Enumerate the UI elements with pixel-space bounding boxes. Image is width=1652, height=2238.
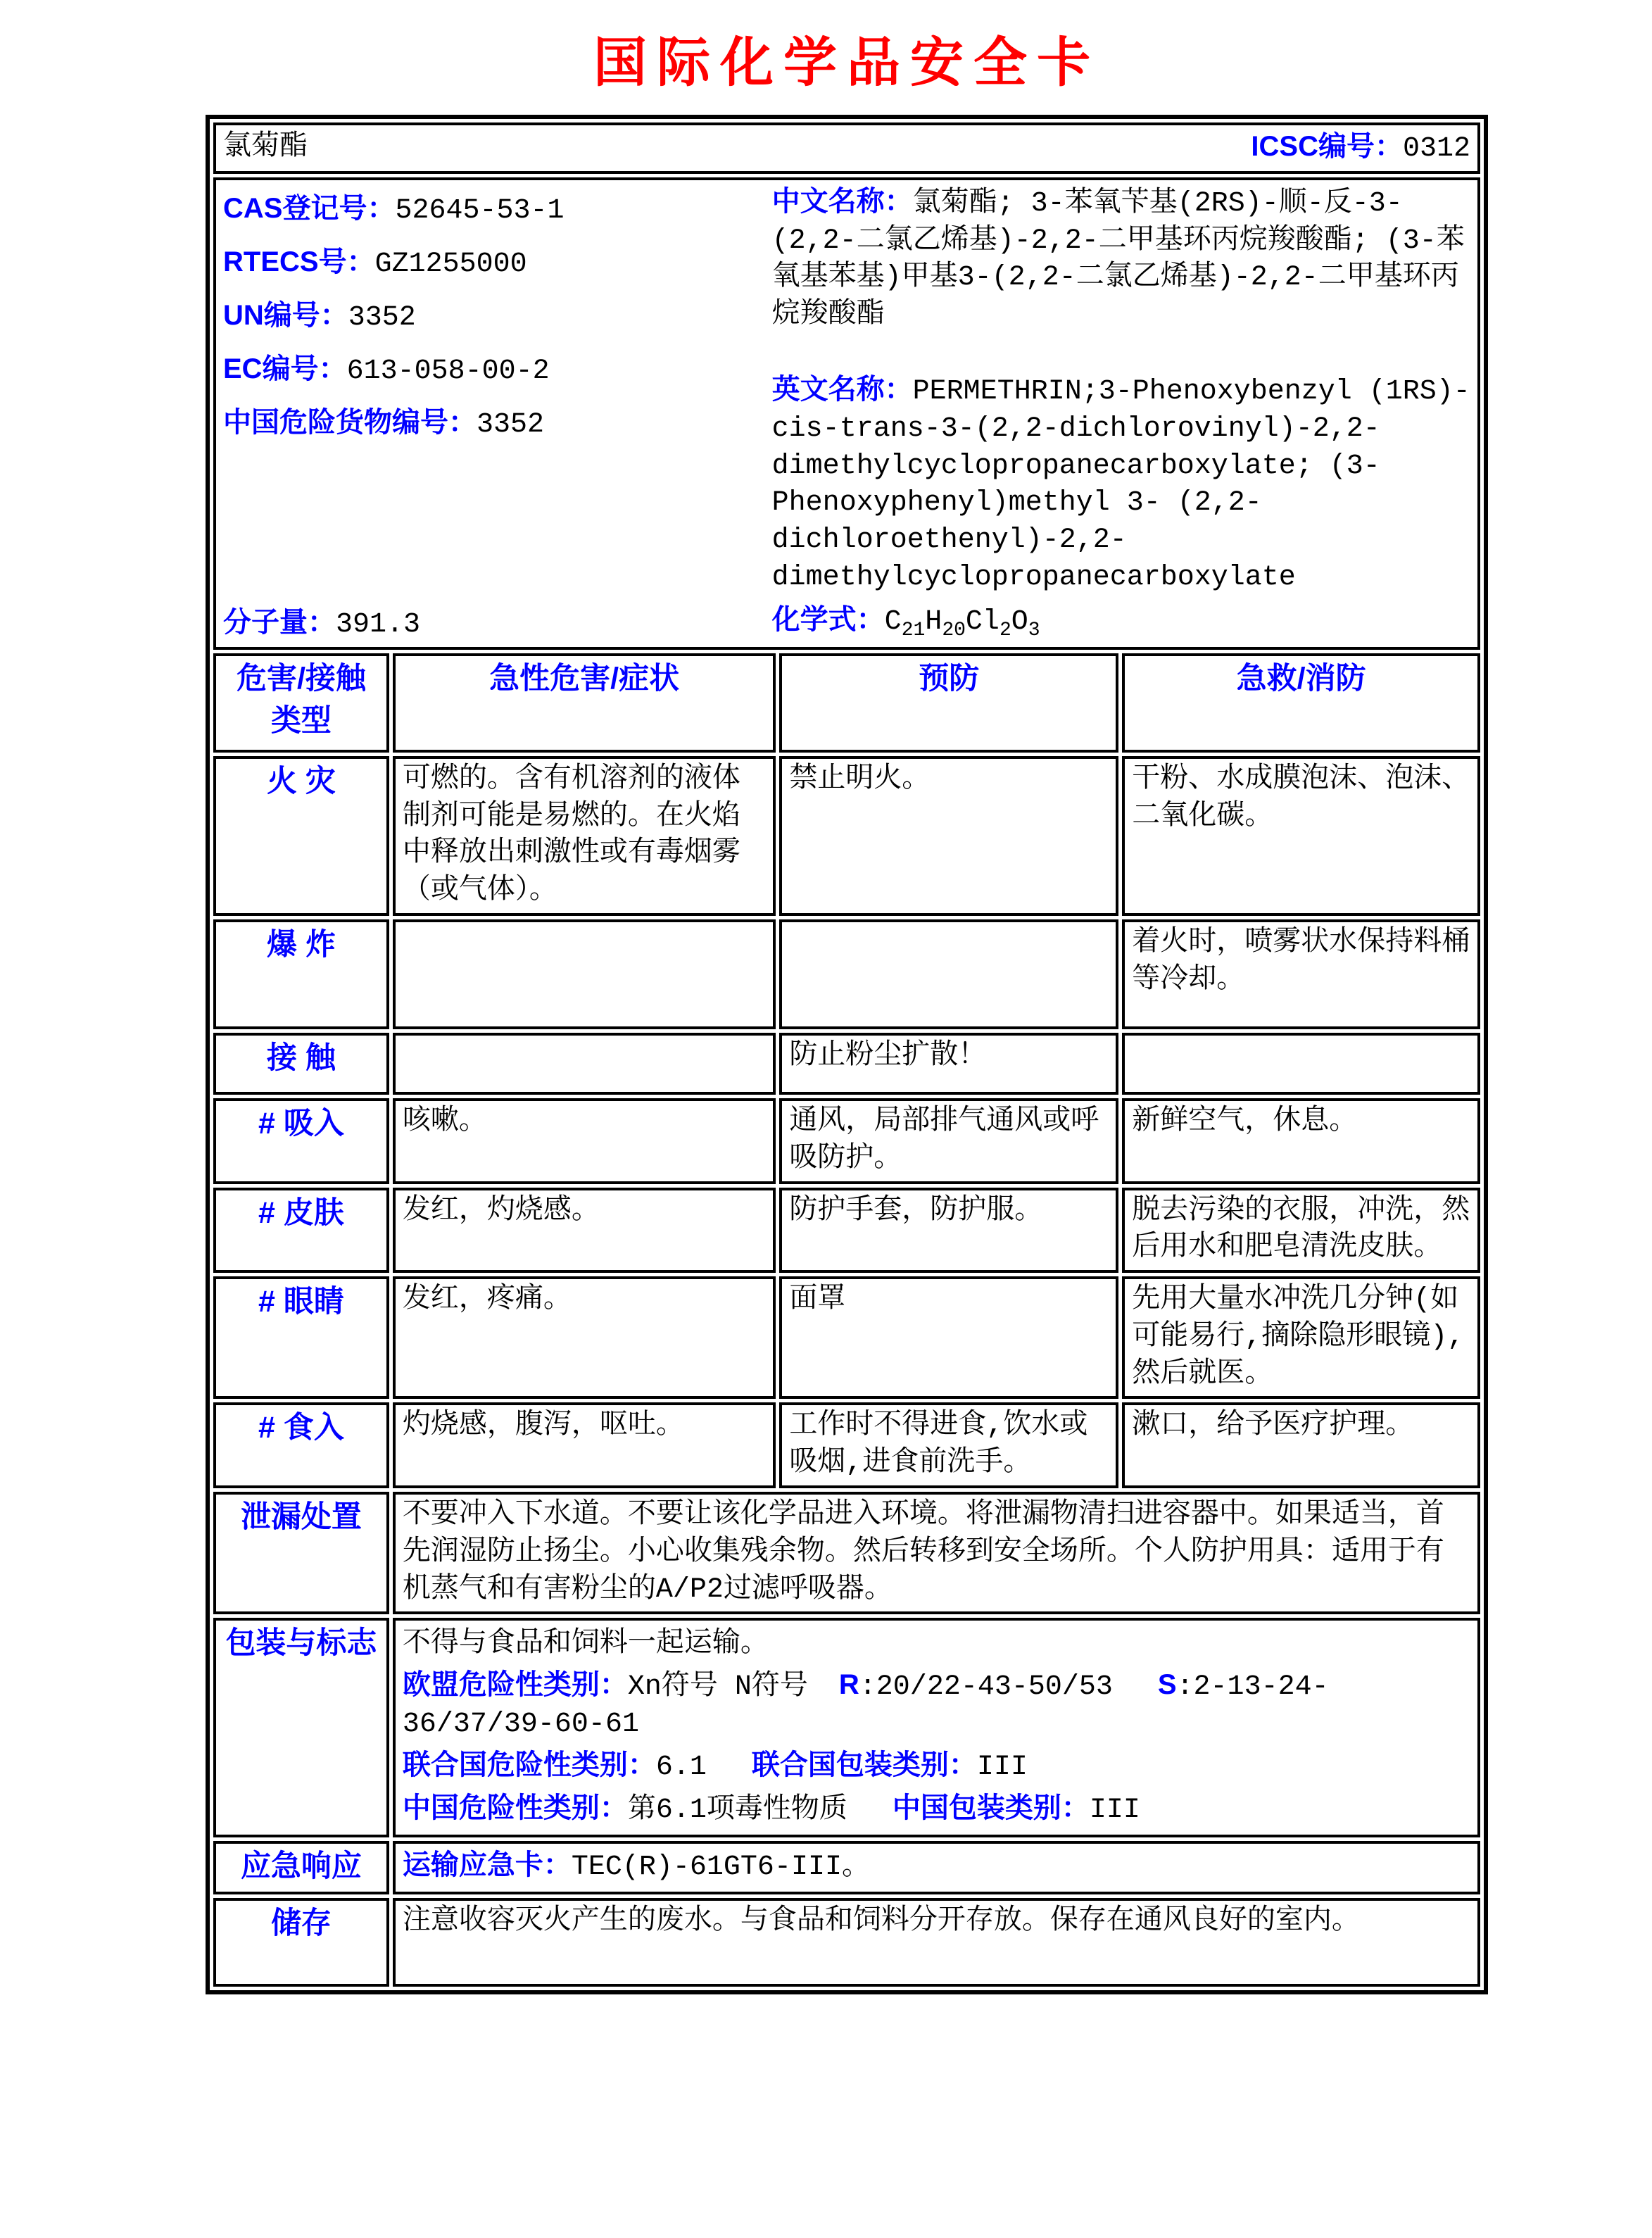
- packaging-row: [213, 1618, 1480, 1837]
- header-prevention-label: 预防: [919, 661, 980, 696]
- skin-label-cell: [213, 1188, 389, 1274]
- eyes-prevention-cell: 面罩: [779, 1276, 1118, 1399]
- storage-label-cell: [213, 1898, 389, 1987]
- transport-emergency-card-value: TEC(R)-61GT6-III。: [571, 1852, 870, 1884]
- formula-element: Cl: [965, 605, 1000, 638]
- un-number-line: [223, 290, 772, 344]
- cn-packing-group-label: 中国包装类别：: [892, 1792, 1090, 1823]
- explosion-symptoms-cell: [393, 919, 776, 1029]
- fire-symptoms-cell: 可燃的。含有机溶剂的液体制剂可能是易燃的。在火焰中释放出刺激性或有毒烟雾（或气体）。: [393, 756, 776, 916]
- formula-subscript: 3: [1028, 619, 1040, 641]
- ec-number-label: EC编号：: [223, 353, 347, 384]
- un-hazard-class-label: 联合国危险性类别：: [402, 1749, 656, 1780]
- emergency-content-cell: [393, 1841, 1480, 1894]
- contact-label-cell: [213, 1033, 389, 1095]
- ingestion-label-cell: [213, 1402, 389, 1488]
- formula-subscript: 21: [901, 619, 926, 641]
- cn-hazard-class-label: 中国危险性类别：: [402, 1792, 628, 1823]
- un-number-value: 3352: [348, 301, 416, 334]
- spill-disposal-row: [213, 1492, 1480, 1614]
- name-block: [772, 183, 1470, 644]
- identifiers-row: [213, 177, 1480, 650]
- storage-text-cell: 注意收容灭火产生的废水。与食品和饲料分开存放。保存在通风良好的室内。: [393, 1898, 1480, 1987]
- r-phrases-value: :20/22-43-50/53: [859, 1671, 1113, 1704]
- substance-header-row: [213, 122, 1480, 174]
- s-phrases-value: :2-13-24-36/37/39-60-61: [402, 1671, 1329, 1741]
- skin-firstaid-cell: 脱去污染的衣服，冲洗，然后用水和肥皂清洗皮肤。: [1122, 1188, 1480, 1274]
- contact-label: 接 触: [266, 1041, 336, 1075]
- header-acute-symptoms-label: 急性危害/症状: [489, 661, 680, 696]
- icsc-number-label: ICSC编号：: [1251, 131, 1403, 162]
- hazard-row-skin: [213, 1188, 1480, 1274]
- hazard-row-eyes: [213, 1276, 1480, 1399]
- un-packing-group-label: 联合国包装类别：: [751, 1749, 977, 1780]
- explosion-label-cell: [213, 919, 389, 1029]
- fire-label: 火 灾: [266, 764, 336, 798]
- formula-element: O: [1011, 605, 1028, 638]
- fire-firstaid-cell: 干粉、水成膜泡沫、泡沫、二氧化碳。: [1122, 756, 1480, 916]
- header-first-aid: [1122, 653, 1480, 753]
- explosion-label: 爆 炸: [266, 927, 336, 962]
- inhalation-label-cell: [213, 1098, 389, 1184]
- cas-number-line: [223, 183, 772, 237]
- inhalation-symptoms-cell: 咳嗽。: [393, 1098, 776, 1184]
- page-title: 国际化学品安全卡: [593, 33, 1100, 93]
- packaging-un-line: [403, 1747, 1470, 1787]
- rtecs-number-line: [223, 237, 772, 290]
- safety-card-sheet: [206, 20, 1488, 1994]
- formula-element: H: [925, 605, 942, 638]
- formula-label: 化学式：: [771, 603, 885, 635]
- explosion-prevention-cell: [779, 919, 1118, 1029]
- skin-symptoms-cell: 发红，灼烧感。: [393, 1188, 776, 1274]
- formula-line: [772, 601, 1470, 644]
- r-phrases-label: R: [838, 1669, 859, 1701]
- hazard-row-fire: [213, 756, 1480, 916]
- packaging-cn-line: [403, 1790, 1470, 1830]
- eyes-symptoms-cell: 发红，疼痛。: [393, 1276, 776, 1399]
- chinese-name-value: 氯菊酯; 3-苯氧苄基(2RS)-顺-反-3-(2,2-二氯乙烯基)-2,2-二甲基环丙烷羧酸酯; (3-苯氧基苯基)甲基3-(2,2-二氯乙烯基)-2,2-二甲基环丙烷羧酸酯: [771, 187, 1465, 332]
- safety-card-table: [206, 115, 1488, 1994]
- transport-emergency-card-label: 运输应急卡：: [402, 1849, 572, 1881]
- china-dg-number-label: 中国危险货物编号：: [223, 406, 477, 438]
- english-name-value: PERMETHRIN;3-Phenoxybenzyl (1RS)-cis-trans-3-(2,2-dichlorovinyl)-2,2-dimethylcyclopropanecarboxylate; (3-Phenoxyphenyl)methyl 3- (2,2-dichloroethenyl)-2,2-dimethylcyclopropanecarboxylate: [771, 375, 1470, 593]
- emergency-response-row: [213, 1841, 1480, 1894]
- molecular-weight-line: [223, 604, 772, 644]
- header-hazard-type-label: 危害/接触类型: [236, 661, 366, 738]
- ec-number-line: [223, 344, 772, 397]
- chemical-formula: [884, 605, 1040, 641]
- fire-prevention-cell: 禁止明火。: [779, 756, 1118, 916]
- china-dg-number-value: 3352: [477, 408, 545, 441]
- ingestion-firstaid-cell: 漱口，给予医疗护理。: [1122, 1402, 1480, 1488]
- chemical-name: 氯菊酯: [223, 132, 308, 163]
- spill-label-cell: [213, 1492, 389, 1614]
- cas-number-label: CAS登记号：: [223, 192, 396, 224]
- rtecs-number-value: GZ1255000: [374, 248, 527, 280]
- cn-hazard-class-value: 第6.1项毒性物质: [627, 1794, 847, 1826]
- eu-hazard-symbols: Xn符号 N符号: [627, 1671, 808, 1704]
- ec-number-value: 613-058-00-2: [346, 355, 550, 387]
- formula-element: C: [884, 605, 902, 638]
- eyes-label: # 眼睛: [258, 1285, 344, 1319]
- inhalation-firstaid-cell: 新鲜空气，休息。: [1122, 1098, 1480, 1184]
- ingestion-symptoms-cell: 灼烧感，腹泻，呕吐。: [393, 1402, 776, 1488]
- hazard-row-contact: [213, 1033, 1480, 1095]
- packaging-label-cell: [213, 1618, 389, 1837]
- identifier-list: [223, 183, 772, 644]
- s-phrases-label: S: [1157, 1669, 1177, 1701]
- english-name-label: 英文名称：: [771, 373, 913, 405]
- fire-label-cell: [213, 756, 389, 916]
- inhalation-label: # 吸入: [258, 1106, 344, 1140]
- english-name-block: [772, 371, 1470, 597]
- hazard-row-ingestion: [213, 1402, 1480, 1488]
- storage-row: [213, 1898, 1480, 1987]
- identifiers-cell: [213, 177, 1480, 650]
- packaging-eu-line: [403, 1666, 1470, 1744]
- molecular-weight-value: 391.3: [336, 608, 421, 641]
- hazard-row-explosion: [213, 919, 1480, 1029]
- cn-packing-group-value: III: [1089, 1794, 1140, 1826]
- china-dg-number-line: [223, 397, 772, 451]
- icsc-number-value: 0312: [1402, 133, 1470, 165]
- eu-hazard-class-label: 欧盟危险性类别：: [402, 1669, 628, 1701]
- un-number-label: UN编号：: [223, 299, 348, 331]
- formula-subscript: 20: [942, 619, 966, 641]
- un-hazard-class-value: 6.1: [655, 1751, 707, 1783]
- eyes-firstaid-cell: 先用大量水冲洗几分钟(如可能易行,摘除隐形眼镜),然后就医。: [1122, 1276, 1480, 1399]
- skin-label: # 皮肤: [258, 1195, 344, 1230]
- header-prevention: [779, 653, 1118, 753]
- packaging-content-cell: [393, 1618, 1480, 1837]
- cas-number-value: 52645-53-1: [395, 194, 565, 227]
- hazard-row-inhalation: [213, 1098, 1480, 1184]
- inhalation-prevention-cell: 通风，局部排气通风或呼吸防护。: [779, 1098, 1118, 1184]
- contact-prevention-cell: 防止粉尘扩散！: [779, 1033, 1118, 1095]
- header-acute-symptoms: [393, 653, 776, 753]
- contact-firstaid-cell: [1122, 1033, 1480, 1095]
- substance-header-cell: [213, 122, 1480, 174]
- chinese-name-label: 中文名称：: [771, 185, 913, 217]
- header-hazard-type: [213, 653, 389, 753]
- formula-subscript: 2: [999, 619, 1011, 641]
- emergency-label: 应急响应: [240, 1849, 362, 1884]
- explosion-firstaid-cell: 着火时，喷雾状水保持料桶等冷却。: [1122, 919, 1480, 1029]
- ingestion-prevention-cell: 工作时不得进食,饮水或吸烟,进食前洗手。: [779, 1402, 1118, 1488]
- spill-label: 泄漏处置: [240, 1500, 362, 1535]
- skin-prevention-cell: 防护手套，防护服。: [779, 1188, 1118, 1274]
- chinese-name-block: [772, 183, 1470, 334]
- rtecs-number-label: RTECS号：: [223, 246, 375, 277]
- packaging-label: 包装与标志: [225, 1626, 377, 1661]
- eyes-label-cell: [213, 1276, 389, 1399]
- hazard-header-row: [213, 653, 1480, 753]
- storage-label: 储存: [270, 1906, 332, 1941]
- icsc-number-group: [1251, 128, 1470, 168]
- ingestion-label: # 食入: [258, 1411, 344, 1445]
- molecular-weight-label: 分子量：: [223, 606, 336, 638]
- emergency-label-cell: [213, 1841, 389, 1894]
- un-packing-group-value: III: [976, 1751, 1028, 1783]
- contact-symptoms-cell: [393, 1033, 776, 1095]
- spill-text-cell: 不要冲入下水道。不要让该化学品进入环境。将泄漏物清扫进容器中。如果适当，首先润湿防止扬尘。小心收集残余物。然后转移到安全场所。个人防护用具：适用于有机蒸气和有害粉尘的A/P2过滤呼吸器。: [393, 1492, 1480, 1614]
- packaging-transport-note: 不得与食品和饲料一起运输。: [402, 1628, 769, 1661]
- header-first-aid-label: 急救/消防: [1236, 661, 1366, 696]
